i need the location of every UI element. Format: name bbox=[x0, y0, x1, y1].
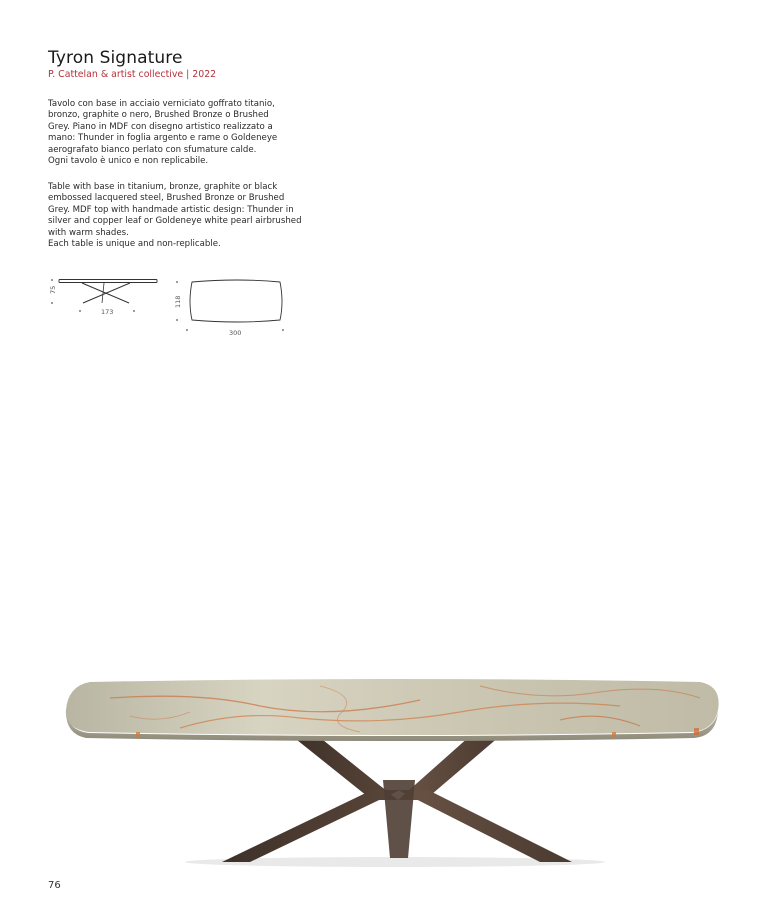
top-length-label: 300 bbox=[229, 329, 242, 337]
table-leg bbox=[383, 780, 415, 858]
description-line: mano: Thunder in foglia argento e rame o Goldeneye bbox=[48, 133, 278, 144]
edge-accent bbox=[136, 732, 140, 738]
top-depth-label: 118 bbox=[174, 295, 182, 308]
description-line: with warm shades. bbox=[48, 227, 129, 238]
dim-dot bbox=[51, 302, 53, 304]
table-leg bbox=[222, 790, 400, 862]
table-product-photo bbox=[0, 640, 784, 870]
dim-dot bbox=[186, 329, 188, 331]
side-view-drawing bbox=[46, 274, 162, 322]
description-line: Tavolo con base in acciaio verniciato goffrato titanio, bbox=[48, 99, 275, 109]
description-line: Grey. MDF top with handmade artistic design: Thunder in bbox=[48, 204, 294, 215]
description-line: Ogni tavolo è unico e non replicabile. bbox=[48, 156, 209, 167]
description-english bbox=[48, 182, 307, 250]
dim-dot bbox=[176, 281, 178, 283]
description-line: Each table is unique and non-replicable. bbox=[48, 239, 221, 250]
dim-dot bbox=[133, 310, 135, 312]
side-leg bbox=[102, 283, 104, 303]
dim-dot bbox=[79, 310, 81, 312]
description-line: embossed lacquered steel, Brushed Bronze or Brushed bbox=[48, 193, 285, 204]
top-outline bbox=[190, 280, 282, 322]
edge-accent bbox=[612, 732, 616, 738]
side-top-outline bbox=[59, 280, 157, 283]
dim-dot bbox=[51, 279, 53, 281]
tabletop bbox=[66, 679, 719, 735]
side-height-label: 75 bbox=[49, 285, 57, 294]
product-designer: P. Cattelan & artist collective | 2022 bbox=[48, 69, 217, 80]
table-leg bbox=[398, 790, 572, 862]
description-italian bbox=[48, 99, 307, 167]
description-line: silver and copper leaf or Goldeneye white pearl airbrushed bbox=[48, 216, 302, 227]
product-title: Tyron Signature bbox=[48, 48, 183, 68]
description-line: Table with base in titanium, bronze, graphite or black bbox=[48, 182, 278, 192]
description-line: Grey. Piano in MDF con disegno artistico realizzato a bbox=[48, 121, 273, 132]
page-number: 76 bbox=[48, 880, 61, 891]
edge-accent bbox=[694, 728, 699, 735]
top-view-drawing bbox=[168, 276, 292, 338]
description-line: bronzo, graphite o nero, Brushed Bronze o Brushed bbox=[48, 110, 269, 121]
dim-dot bbox=[176, 319, 178, 321]
side-width-label: 173 bbox=[101, 308, 114, 316]
description-line: aerografato bianco perlato con sfumature calde. bbox=[48, 144, 257, 155]
dim-dot bbox=[282, 329, 284, 331]
